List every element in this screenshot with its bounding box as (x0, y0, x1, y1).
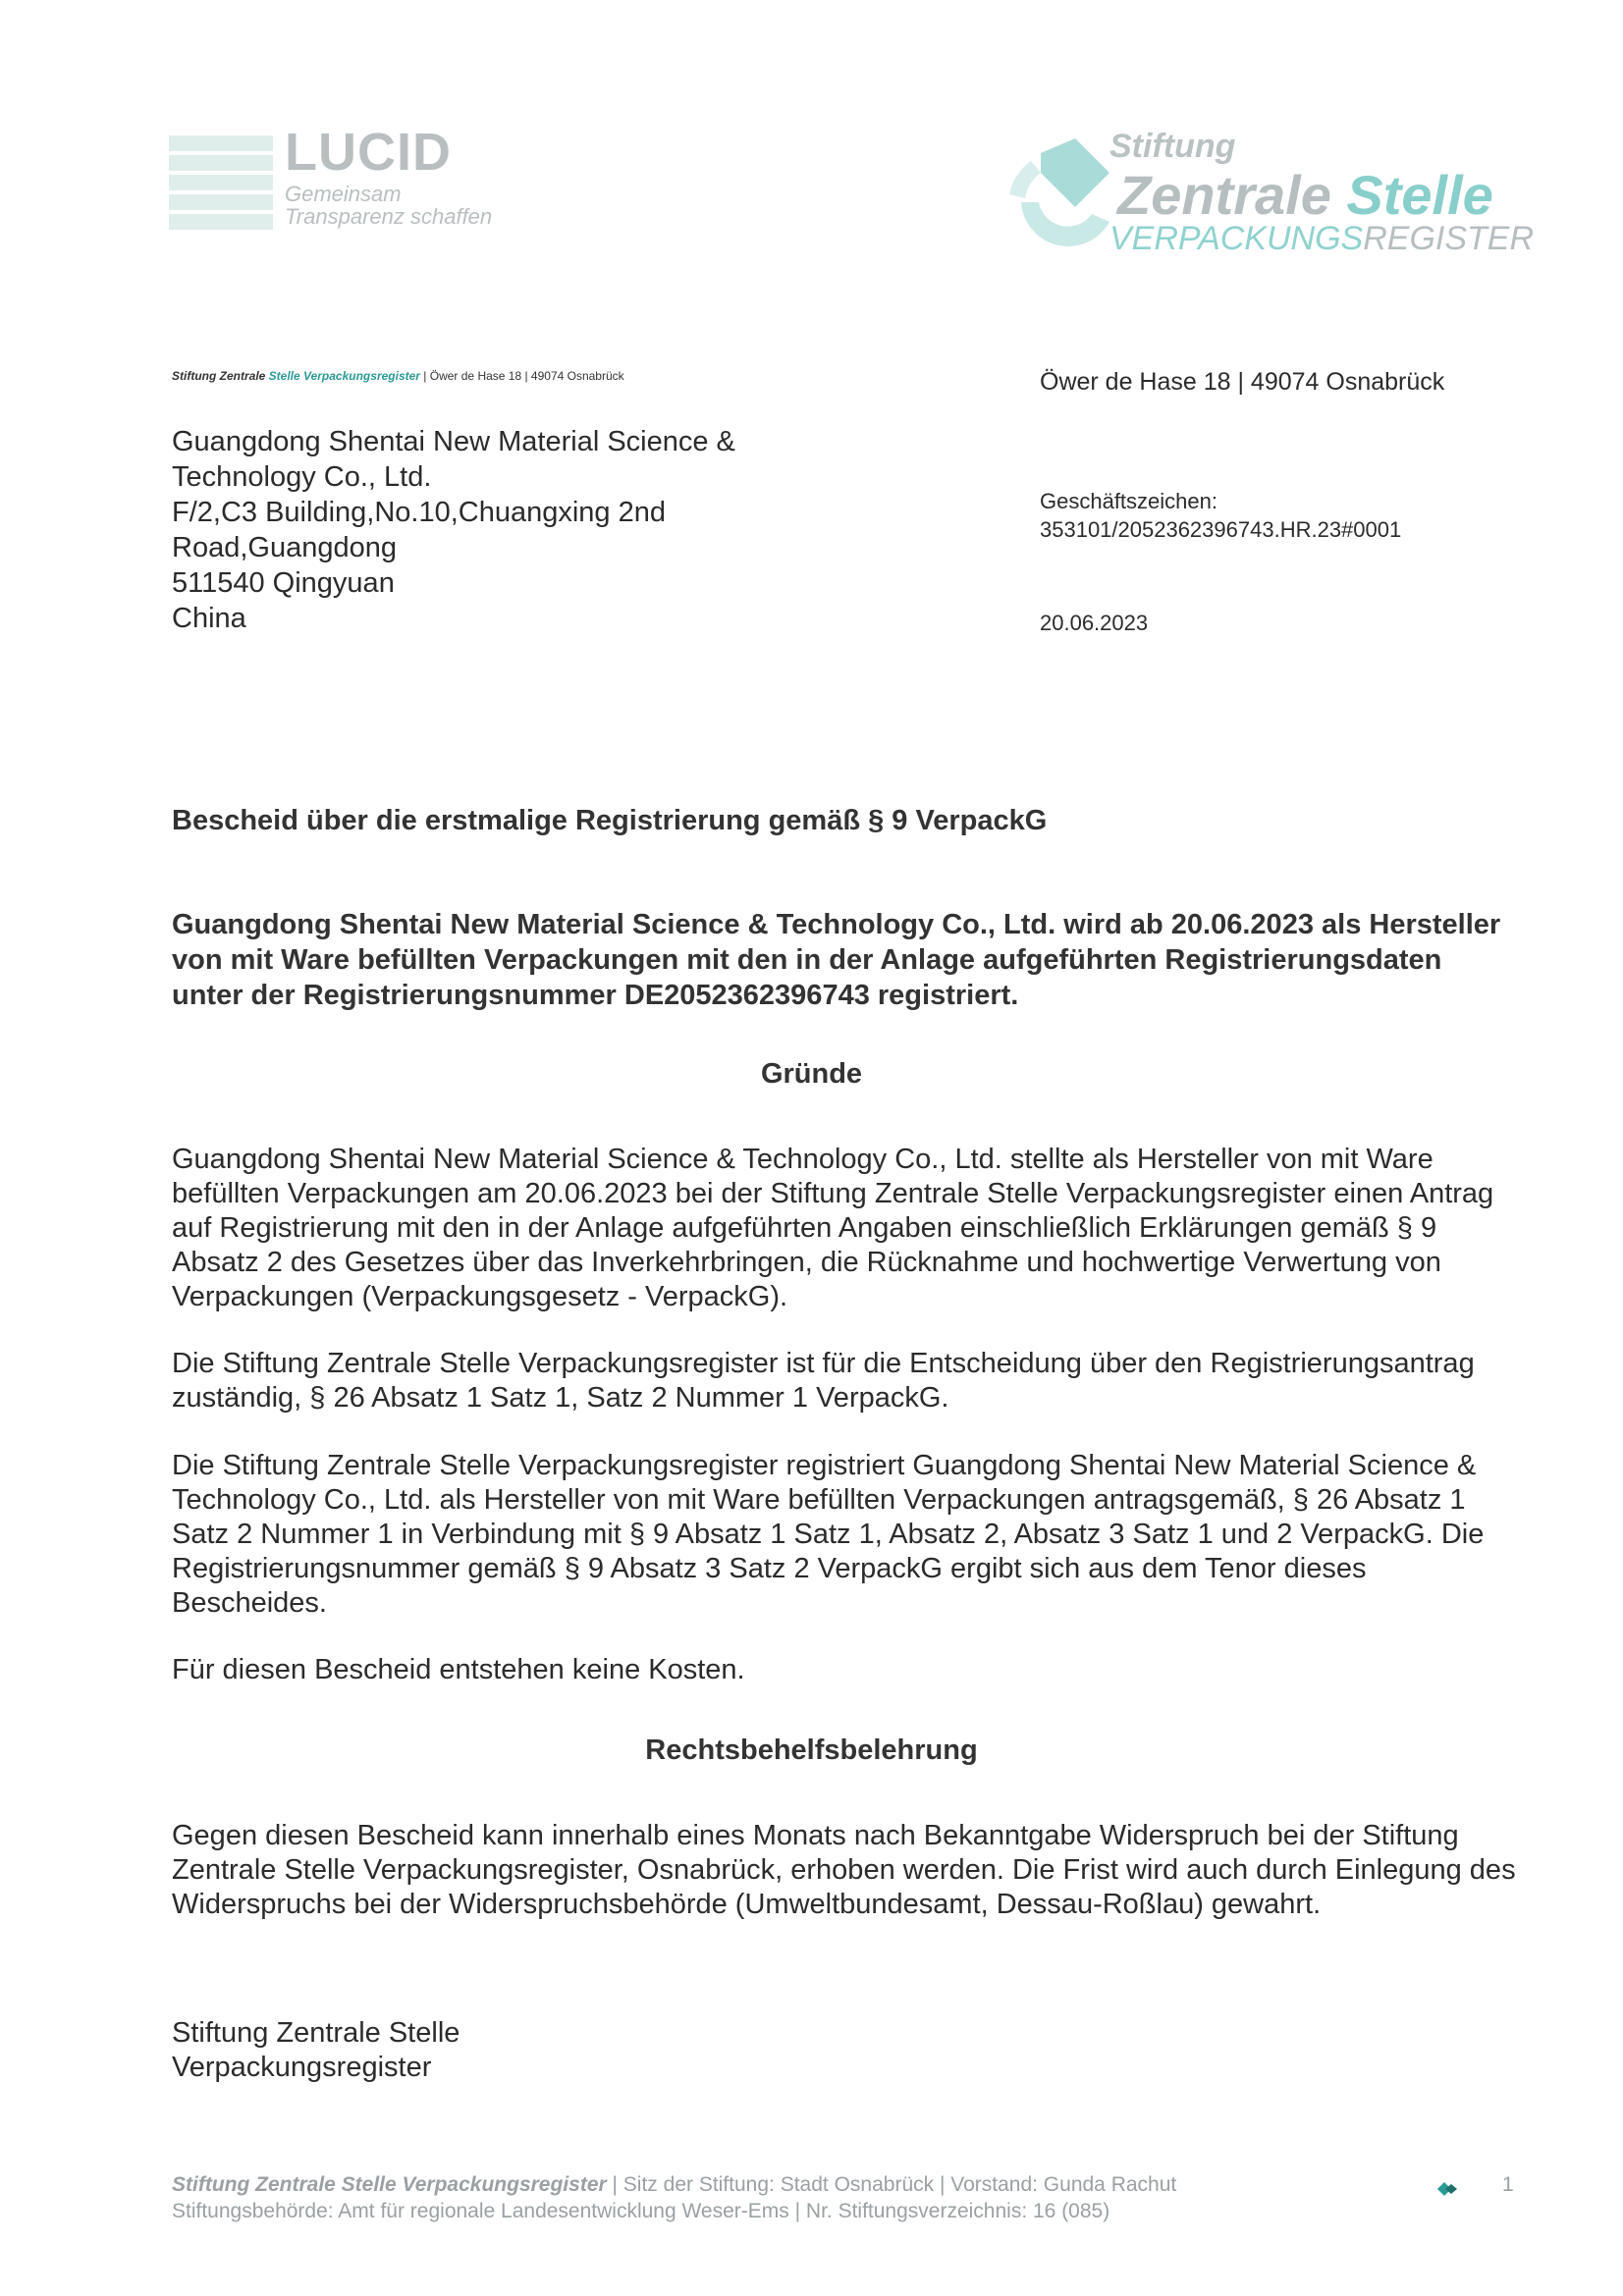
info-address: Öwer de Hase 18 | 49074 Osnabrück (1040, 368, 1445, 396)
sender-org-a: Stiftung Zentrale (172, 369, 269, 383)
lucid-tagline-2: Transparenz schaffen (285, 204, 493, 229)
lucid-tagline-1: Gemeinsam (285, 182, 402, 206)
lucid-wordmark: LUCID (285, 123, 452, 182)
zsvr-logo (1001, 128, 1537, 265)
footer-diamond-icon (1435, 2179, 1459, 2199)
sender-org-b: Stelle Verpackungsregister (268, 369, 420, 383)
recipient-line-4: Road,Guangdong (172, 532, 397, 563)
heading-legal-remedy: Rechtsbehelfsbelehrung (645, 1735, 978, 1766)
reference-label: Geschäftszeichen: (1040, 489, 1217, 513)
recipient-address (172, 424, 735, 636)
paragraph-2: Die Stiftung Zentrale Stelle Verpackungsregister ist für die Entscheidung über den Registrierungsantrag zuständig, § 26 Absatz 1 Satz 1, Satz 2 Nummer 1 VerpackG. (172, 1348, 1475, 1414)
zsvr-logo-stelle: Stelle (1346, 164, 1493, 226)
paragraph-1: Guangdong Shentai New Material Science & Technology Co., Ltd. stellte als Hersteller von mit Ware befüllten Verpackungen am 20.06.2023 bei der Stiftung Zentrale Stelle Verpackungsregister einen Antrag auf Registrierung mit den in der Anlage aufgeführten Angaben einschließlich Erklärungen gemäß § 9 Absatz 2 des Gesetzes über das Inverkehrbringen, die Rücknahme und hochwertige Verwertung von Verpackungen (Verpackungsgesetz - VerpackG). (172, 1144, 1494, 1312)
zsvr-logo-zentrale: Zentrale (1117, 164, 1347, 226)
heading-reasons: Gründe (760, 1058, 863, 1090)
letter-subject: Bescheid über die erstmalige Registrierung gemäß § 9 VerpackG (172, 805, 1048, 836)
signature-line-2: Verpackungsregister (172, 2052, 432, 2083)
page-number: 1 (1502, 2173, 1514, 2196)
sender-return-line (172, 369, 624, 383)
zsvr-logo-verpackungsregister (1109, 220, 1534, 258)
recipient-line-2: Technology Co., Ltd. (172, 461, 432, 493)
recipient-line-3: F/2,C3 Building,No.10,Chuangxing 2nd (172, 497, 666, 528)
letter-date: 20.06.2023 (1040, 611, 1149, 635)
zsvr-logo-verpackungs: VERPACKUNGS (1109, 220, 1364, 257)
footer-org: Stiftung Zentrale Stelle Verpackungsregister (172, 2173, 607, 2196)
zsvr-logo-zentrale-stelle (1117, 163, 1493, 227)
recipient-line-5: 511540 Qingyuan (172, 567, 395, 599)
signature-line-1: Stiftung Zentrale Stelle (172, 2017, 460, 2049)
zsvr-logo-register: REGISTER (1363, 220, 1535, 257)
lucid-stack-icon (169, 135, 273, 234)
reference-value: 353101/2052362396743.HR.23#0001 (1040, 517, 1402, 542)
sender-address: | Öwer de Hase 18 | 49074 Osnabrück (419, 369, 624, 383)
footer-line-1-rest: | Sitz der Stiftung: Stadt Osnabrück | Vorstand: Gunda Rachut (606, 2173, 1177, 2196)
paragraph-4: Für diesen Bescheid entstehen keine Kosten. (172, 1654, 745, 1685)
lucid-logo (169, 123, 522, 236)
footer-line-2: Stiftungsbehörde: Amt für regionale Landesentwicklung Weser-Ems | Nr. Stiftungsverzeichnis: 16 (085) (172, 2200, 1110, 2222)
footer-line-1 (172, 2173, 1176, 2197)
recipient-line-1: Guangdong Shentai New Material Science & (172, 426, 735, 457)
paragraph-3: Die Stiftung Zentrale Stelle Verpackungsregister registriert Guangdong Shentai New Material Science & Technology Co., Ltd. als Hersteller von mit Ware befüllten Verpackungen antragsgemäß, § 26 Absatz 1 Satz 2 Nummer 1 in Verbindung mit § 9 Absatz 1 Satz 1, Absatz 2, Absatz 3 Satz 1 und 2 VerpackG. Die Registrierungsnummer gemäß § 9 Absatz 3 Satz 2 VerpackG ergibt sich aus dem Tenor dieses Bescheides. (172, 1450, 1485, 1619)
recipient-line-6: China (172, 603, 246, 634)
letter-tenor: Guangdong Shentai New Material Science & Technology Co., Ltd. wird ab 20.06.2023 als Hersteller von mit Ware befüllten Verpackungen mit den in der Anlage aufgeführten Registrierungsdaten unter der Registrierungsnummer DE2052362396743 registriert. (172, 909, 1501, 1011)
paragraph-5: Gegen diesen Bescheid kann innerhalb eines Monats nach Bekanntgabe Widerspruch bei der Stiftung Zentrale Stelle Verpackungsregister, Osnabrück, erhoben werden. Die Frist wird auch durch Einlegung des Widerspruchs bei der Widerspruchsbehörde (Umweltbundesamt, Dessau-Roßlau) gewahrt. (172, 1820, 1516, 1920)
zsvr-logo-stiftung: Stiftung (1109, 128, 1236, 165)
signature-block (172, 2016, 460, 2085)
